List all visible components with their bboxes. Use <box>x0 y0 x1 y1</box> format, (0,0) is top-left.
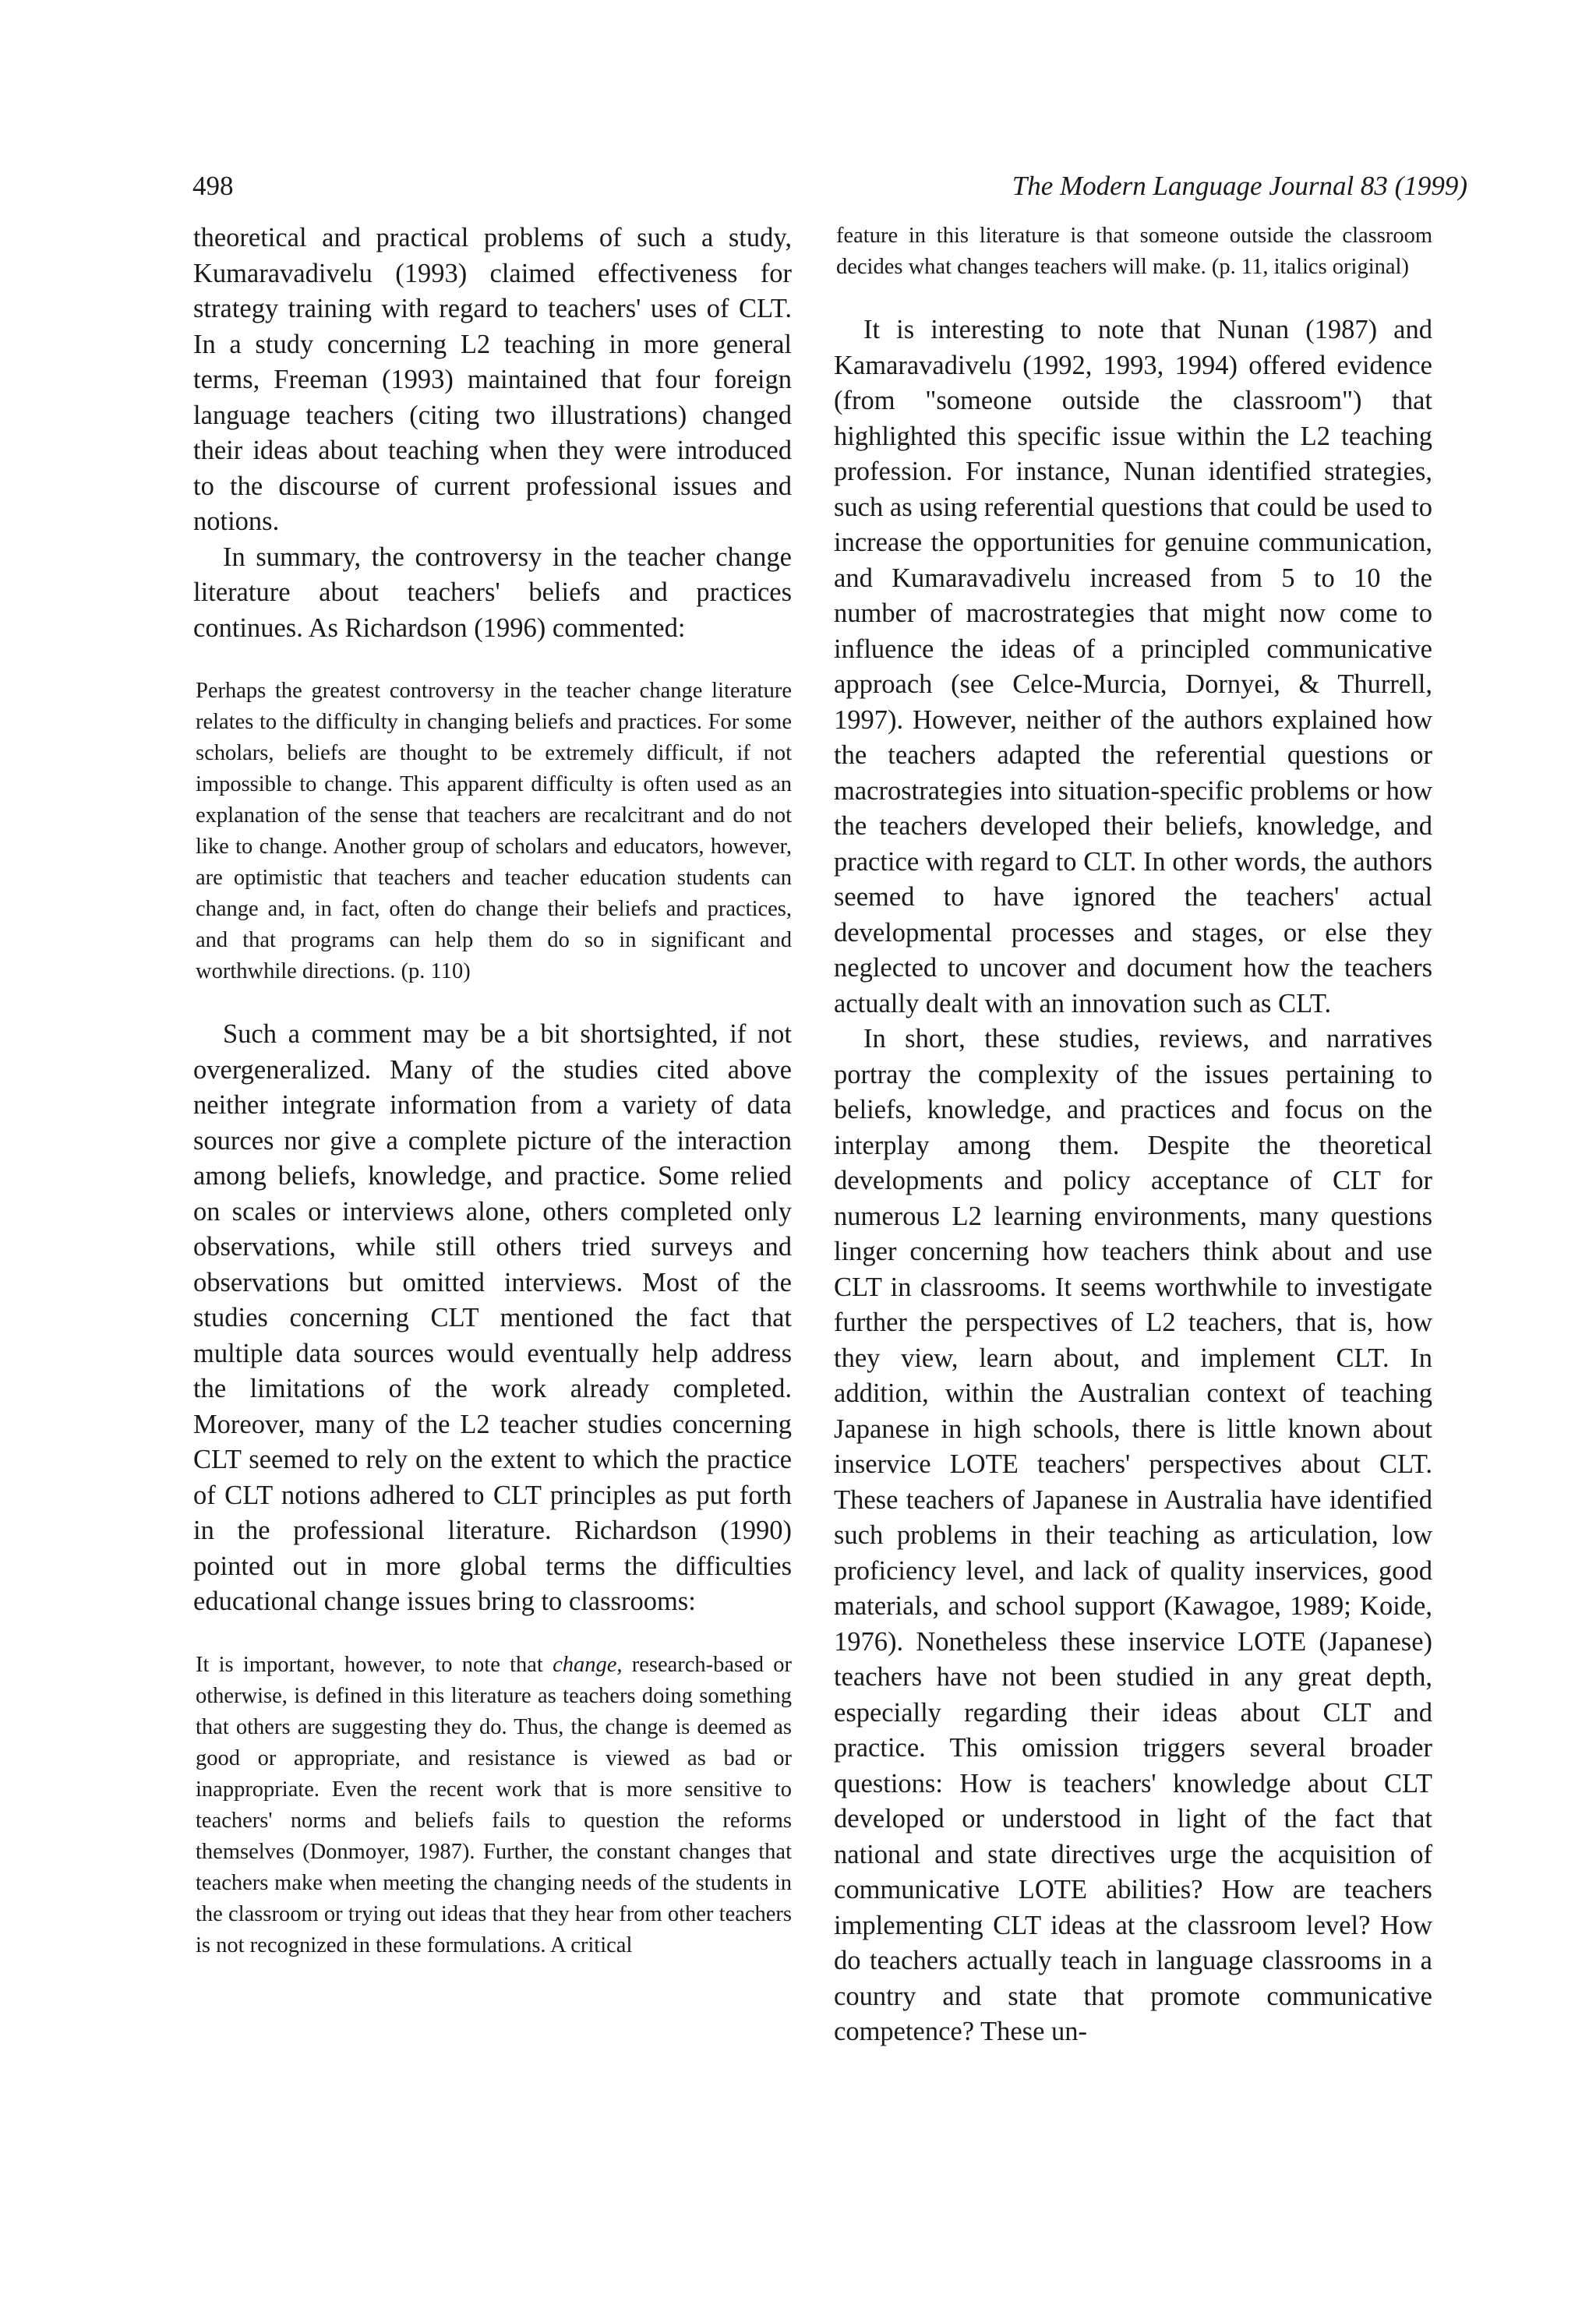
quote-text-after: research-based or otherwise, is defined in this literature as teachers doing something that others are suggesting they do. Thus, the change is deemed as good or appropriate, and resistance is viewed as bad or inappropriate. Even the recent work that is more sensitive to teachers' norms and beliefs fails to question the reforms themselves (Donmoyer, 1987). Further, the constant changes that teachers make when meeting the changing needs of the students in the classroom or trying out ideas that they hear from other teachers is not recognized in these formulations. A critical <box>196 1652 793 1957</box>
quote-emphasis: change, <box>553 1652 623 1677</box>
paragraph-in-short: In short, these studies, reviews, and narratives portray the complexity of the issues pertaining to beliefs, knowledge, and practices and focus on the interplay among them. Despite the theoretical developments and policy acceptance of CLT for numerous L2 learning environments, many questions linger concerning how teachers think about and use CLT in classrooms. It seems worthwhile to investigate further the perspectives of L2 teachers, that is, how they view, learn about, and implement CLT. In addition, within the Australian context of teaching Japanese in high schools, there is little known about inservice LOTE teachers' perspectives about CLT. These teachers of Japanese in Australia have identified such problems in their teaching as articulation, low proficiency level, and lack of quality inservices, good materials, and school support (Kawagoe, 1989; Koide, 1976). Nonetheless these inservice LOTE (Japanese) teachers have not been studied in any great depth, especially regarding their ideas about CLT and practice. This omission triggers several broader questions: How is teachers' knowledge about CLT developed or understood in light of the fact that national and state directives urge the acquisition of communicative LOTE abilities? How are teachers implementing CLT ideas at the classroom level? How do teachers actually teach in language classrooms in a country and state that promote communicative competence? These un- <box>834 1024 1432 2046</box>
block-quote-richardson-1996: Perhaps the greatest controversy in the teacher change literature relates to the difficulty in changing beliefs and practices. For some scholars, beliefs are thought to be extremely difficult, if not impossible to change. This apparent difficulty is often used as an explanation of the sense that teachers are recalcitrant and do not like to change. Another group of scholars and educators, however, are optimistic that teachers and teacher education students can change and, in fact, often do change their beliefs and practices, and that programs can help them do so in significant and worthwhile directions. (p. 110) <box>196 679 792 983</box>
block-quote-continued: feature in this literature is that someone outside the classroom decides what changes teachers will make. (p. 11, italics original) <box>836 224 1432 279</box>
page-header <box>192 167 1467 206</box>
left-column <box>193 221 792 1961</box>
running-head: The Modern Language Journal 83 (1999) <box>1012 171 1467 201</box>
paragraph-nunan: It is interesting to note that Nunan (1987) and Kamaravadivelu (1992, 1993, 1994) offered evidence (from "someone outside the classroom") that highlighted this specific issue within the L2 teaching profession. For instance, Nunan identified strategies, such as using referential questions that could be used to increase the opportunities for genuine communication, and Kumaravadivelu increased from 5 to 10 the number of macrostrategies that might now come to influence the ideas of a principled communicative approach (see Celce-Murcia, Dornyei, & Thurrell, 1997). However, neither of the authors explained how the teachers adapted the referential questions or macrostrategies into situation-specific problems or how the teachers developed their beliefs, knowledge, and practice with regard to CLT. In other words, the authors seemed to have ignored the teachers' actual developmental processes and stages, or else they neglected to uncover and document how the teachers actually dealt with an innovation such as CLT. <box>834 315 1432 1018</box>
page-number: 498 <box>192 171 234 201</box>
block-quote-richardson-1990 <box>193 1650 792 1961</box>
paragraph-summary: In summary, the controversy in the teacher change literature about teachers' beliefs and practices continues. As Richardson (1996) commented: <box>193 542 792 643</box>
right-column <box>834 221 1432 2050</box>
quote-text-before: It is important, however, to note that <box>196 1652 553 1677</box>
paragraph-continued: theoretical and practical problems of such a study, Kumaravadivelu (1993) claimed effectiveness for strategy training with regard to teachers' uses of CLT. In a study concerning L2 teaching in more general terms, Freeman (1993) maintained that four foreign language teachers (citing two illustrations) changed their ideas about teaching when they were introduced to the discourse of current professional issues and notions. <box>193 223 792 536</box>
paragraph-critique: Such a comment may be a bit shortsighted, if not overgeneralized. Many of the studies cited above neither integrate information from a variety of data sources nor give a complete picture of the interaction among beliefs, knowledge, and practice. Some relied on scales or interviews alone, others completed only observations, while still others tried surveys and observations but omitted interviews. Most of the studies concerning CLT mentioned the fact that multiple data sources would eventually help address the limitations of the work already completed. Moreover, many of the L2 teacher studies concerning CLT seemed to rely on the extent to which the practice of CLT notions adhered to CLT principles as put forth in the professional literature. Richardson (1990) pointed out in more global terms the difficulties educational change issues bring to classrooms: <box>193 1019 792 1616</box>
